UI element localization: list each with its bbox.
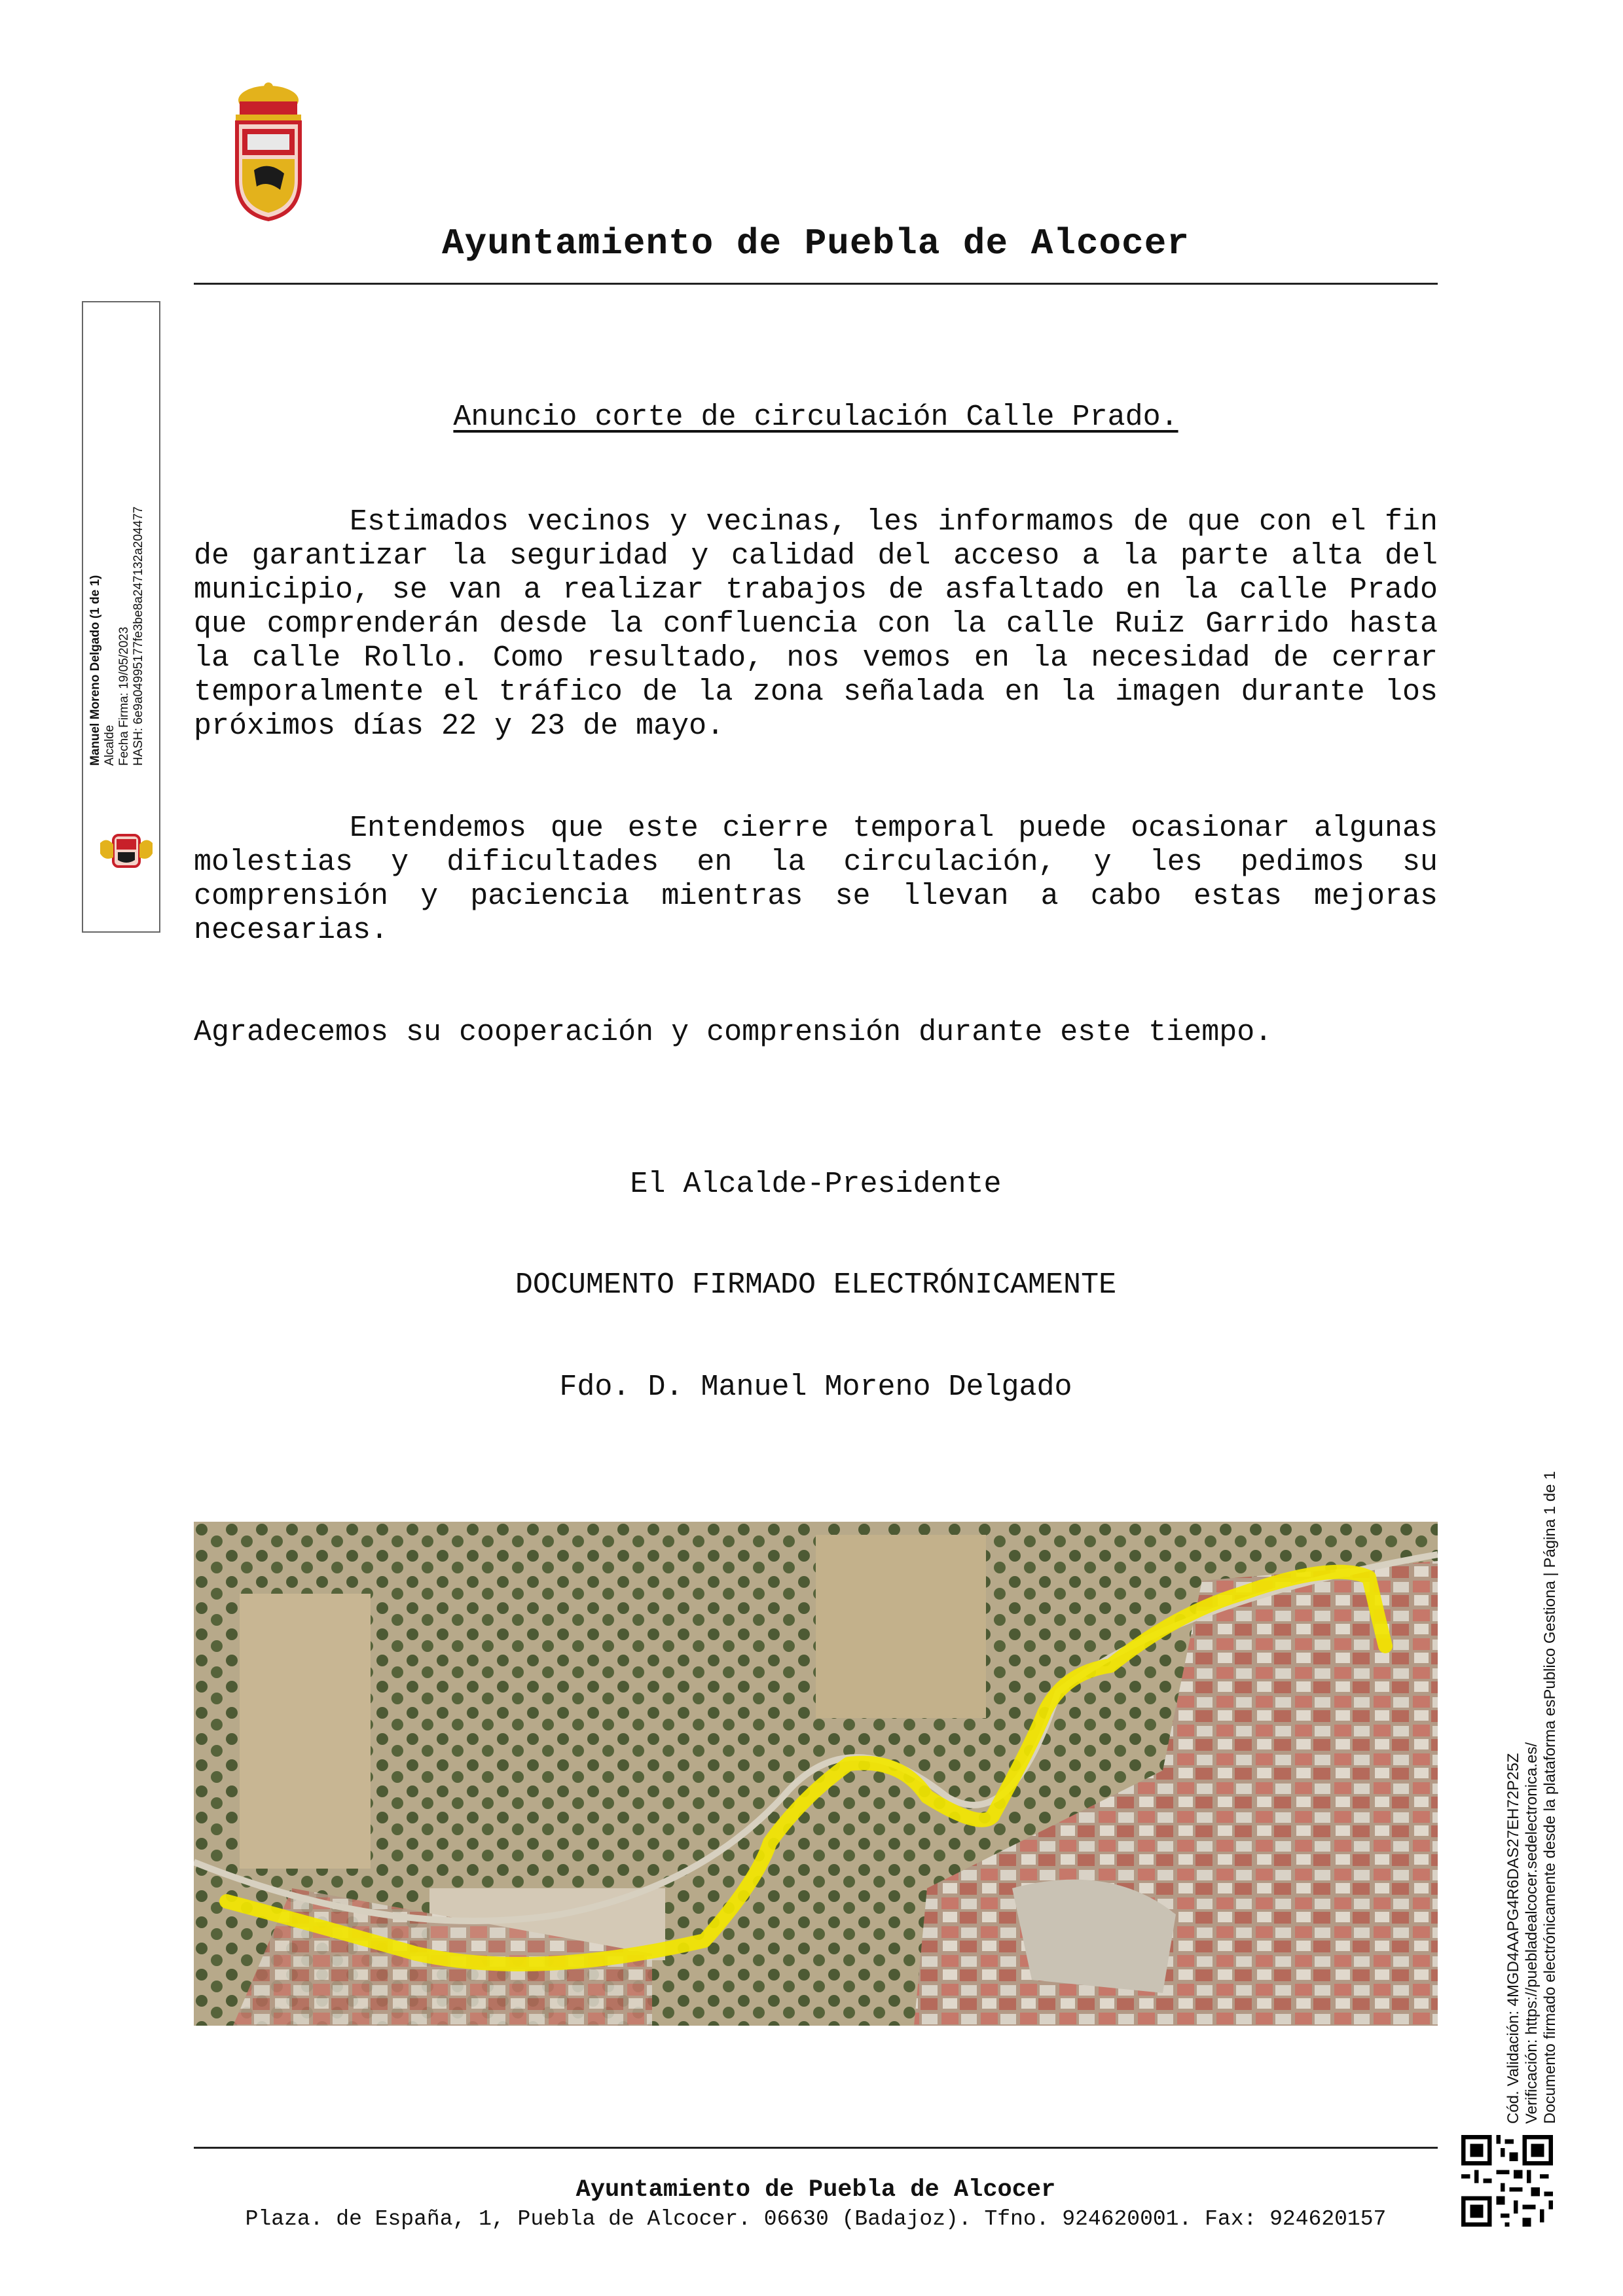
signature-stamp	[88, 491, 154, 766]
signature-role: El Alcalde-Presidente	[630, 1168, 1002, 1201]
footer-divider	[194, 2147, 1438, 2149]
platform-note: Documento firmado electrónicamente desde la plataforma esPublico Gestiona | Página 1 de 1	[1541, 1471, 1559, 2124]
paragraph-2: Entendemos que este cierre temporal puede ocasionar algunas molestias y dificultades en la circulación, y les pedimos su comprensión y paciencia mientras se llevan a cabo estas mejoras necesarias.	[194, 812, 1438, 947]
validation-code: Cód. Validación: 4MGD4AAPG4R6DAS27EH72P25Z	[1504, 1753, 1522, 2124]
header-title: Ayuntamiento de Puebla de Alcocer	[442, 223, 1190, 264]
signature-note: DOCUMENTO FIRMADO ELECTRÓNICAMENTE	[515, 1268, 1117, 1302]
signature-crest-icon	[97, 830, 156, 869]
signer-name: Manuel Moreno Delgado (1 de 1)	[88, 575, 102, 766]
signature-date: Fecha Firma: 19/05/2023	[117, 626, 131, 766]
footer-address: Plaza. de España, 1, Puebla de Alcocer. 06630 (Badajoz). Tfno. 924620001. Fax: 924620157	[245, 2207, 1387, 2231]
paragraph-1: Estimados vecinos y vecinas, les informamos de que con el fin de garantizar la seguridad y calidad del acceso a la parte alta del municipio, se van a realizar trabajos de asfaltado en la calle Prado que comprenderán desde la confluencia con la calle Ruiz Garrido hasta la calle Rollo. Como resultado, nos vemos en la necesidad de cerrar temporalmente el tráfico de la zona señalada en la imagen durante los próximos días 22 y 23 de mayo.	[194, 505, 1438, 743]
coat-of-arms-logo	[228, 82, 310, 223]
signature-hash: HASH: 6e9a04995177fe3be8a247132a204477	[132, 506, 145, 766]
aerial-map-image	[194, 1522, 1438, 2026]
document-title: Anuncio corte de circulación Calle Prado.	[453, 401, 1178, 434]
verification-info	[1504, 1430, 1570, 2124]
verification-url: Verificación: https://puebladealcocer.sedelectronica.es/	[1523, 1742, 1541, 2124]
qr-code-icon	[1461, 2135, 1553, 2227]
footer-title: Ayuntamiento de Puebla de Alcocer	[575, 2176, 1056, 2204]
paragraph-3: Agradecemos su cooperación y comprensión durante este tiempo.	[194, 1016, 1273, 1049]
header-divider	[194, 283, 1438, 285]
signer-role: Alcalde	[103, 725, 117, 766]
signature-name: Fdo. D. Manuel Moreno Delgado	[559, 1371, 1072, 1404]
